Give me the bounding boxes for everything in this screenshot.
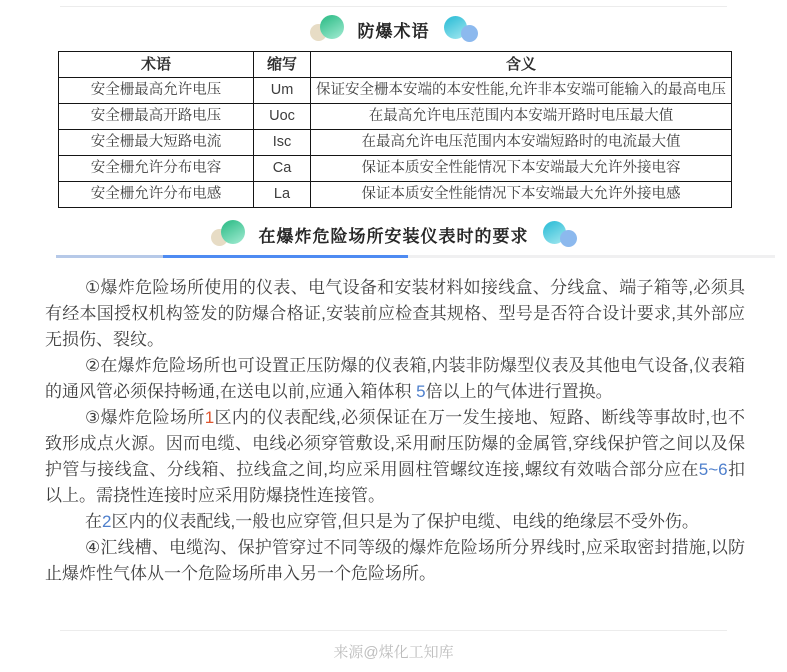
paragraph-text: 区内的仪表配线,必须保证在万一发生接地、短路、断线等事故时,也不致形成点火源。因而电缆、电线必须穿管敷设,采用耐压防爆的金属管,穿线保护管之间以及保护管与接线盒、分线箱、拉线盒之间,均应采用圆柱管螺纹连接,螺纹有效啮合部分应在	[45, 408, 745, 479]
heading-deco-left	[310, 17, 344, 41]
table-row	[59, 78, 732, 104]
abbr-cell: Ca	[254, 156, 311, 182]
body-paragraph	[45, 509, 745, 535]
col-header-abbr: 缩写	[254, 52, 311, 78]
body-paragraph	[45, 535, 745, 587]
section1-title: 防爆术语	[357, 21, 430, 41]
heading-deco-right	[444, 18, 478, 41]
body-paragraph	[45, 353, 745, 405]
body-paragraph	[45, 275, 745, 353]
underline-segment-gray	[408, 255, 775, 258]
section1-heading-row	[0, 9, 787, 49]
paragraph-text: ①爆炸危险场所使用的仪表、电气设备和安装材料如接线盒、分线盒、端子箱等,必须具有经本国授权机构签发的防爆合格证,安装前应检查其规格、型号是否符合设计要求,其外部应无损伤、裂纹。	[45, 278, 745, 349]
top-divider	[60, 6, 727, 7]
article-body	[45, 275, 745, 587]
deco-circle-green	[320, 15, 344, 39]
paragraph-text: 倍以上的气体进行置换。	[425, 382, 613, 401]
col-header-term: 术语	[59, 52, 254, 78]
bottom-divider	[60, 630, 727, 631]
abbr-cell: Uoc	[254, 104, 311, 130]
highlighted-number: 5~6	[698, 460, 728, 479]
underline-segment-blue	[163, 255, 408, 258]
abbr-cell: La	[254, 182, 311, 208]
heading-deco-left	[211, 222, 245, 246]
terminology-table	[58, 51, 732, 208]
paragraph-text: 在	[85, 512, 102, 531]
deco-circle-green	[221, 220, 245, 244]
term-cell: 安全栅最高开路电压	[59, 104, 254, 130]
abbr-cell: Um	[254, 78, 311, 104]
paragraph-text: ④汇线槽、电缆沟、保护管穿过不同等级的爆炸危险场所分界线时,应采取密封措施,以防止爆炸性气体从一个危险场所串入另一个危险场所。	[45, 538, 745, 583]
col-header-meaning: 含义	[311, 52, 732, 78]
highlighted-number: 5	[416, 382, 426, 401]
table-row	[59, 130, 732, 156]
table-body	[59, 78, 732, 208]
table-row	[59, 182, 732, 208]
paragraph-text: ②在爆炸危险场所也可设置正压防爆的仪表箱,内装非防爆型仪表及其他电气设备,仪表箱的通风管必须保持畅通,在送电以前,应通入箱体积	[45, 356, 745, 401]
term-cell: 安全栅允许分布电感	[59, 182, 254, 208]
paragraph-text: ③爆炸危险场所	[85, 408, 205, 427]
body-paragraph	[45, 405, 745, 509]
section2-heading-row	[0, 216, 787, 252]
heading-deco-right	[543, 223, 577, 246]
term-cell: 安全栅允许分布电容	[59, 156, 254, 182]
meaning-cell: 保证安全栅本安端的本安性能,允许非本安端可能输入的最高电压	[311, 78, 732, 104]
highlighted-number: 2	[102, 512, 112, 531]
table-header-row	[59, 52, 732, 78]
section2-title: 在爆炸危险场所安装仪表时的要求	[258, 226, 529, 246]
table-row	[59, 156, 732, 182]
meaning-cell: 在最高允许电压范围内本安端开路时电压最大值	[311, 104, 732, 130]
table-row	[59, 104, 732, 130]
underline-segment-lightblue	[56, 255, 163, 258]
meaning-cell: 保证本质安全性能情况下本安端最大允许外接电感	[311, 182, 732, 208]
source-credit: 来源@煤化工知库	[333, 644, 454, 661]
meaning-cell: 保证本质安全性能情况下本安端最大允许外接电容	[311, 156, 732, 182]
deco-circle-blue	[560, 230, 577, 247]
meaning-cell: 在最高允许电压范围内本安端短路时的电流最大值	[311, 130, 732, 156]
deco-circle-blue	[461, 25, 478, 42]
table-header	[59, 52, 732, 78]
abbr-cell: Isc	[254, 130, 311, 156]
paragraph-text: 区内的仪表配线,一般也应穿管,但只是为了保护电缆、电线的绝缘层不受外伤。	[111, 512, 699, 531]
paragraph-text: 扣以上。需挠性连接时应采用防爆挠性连接管。	[45, 460, 746, 505]
term-cell: 安全栅最高允许电压	[59, 78, 254, 104]
term-cell: 安全栅最大短路电流	[59, 130, 254, 156]
highlighted-number: 1	[204, 408, 215, 427]
section2-underline	[56, 255, 775, 258]
